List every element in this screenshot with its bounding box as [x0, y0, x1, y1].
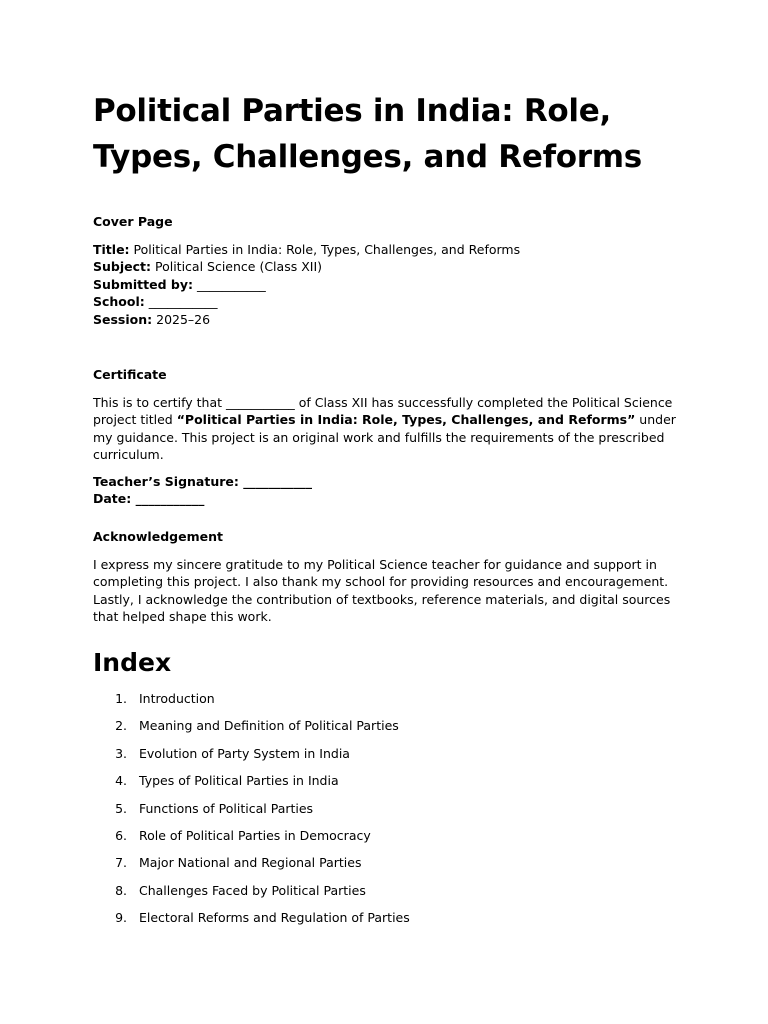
list-item-label: Role of Political Parties in Democracy: [139, 827, 371, 843]
certificate-project-title: “Political Parties in India: Role, Types, Challenges, and Reforms”: [176, 412, 636, 427]
cover-submitted-label: Submitted by:: [93, 276, 193, 292]
list-item-number: 9.: [115, 910, 127, 926]
certificate-paragraph: [93, 394, 678, 464]
cover-school-value: ___________: [148, 294, 218, 309]
list-item-number: 3.: [115, 745, 127, 761]
acknowledgement-paragraph: I express my sincere gratitude to my Political Science teacher for guidance and support in completing this project. I also thank my school for providing resources and encouragement. Lastly, I acknowledge the contribution of textbooks, reference materials, and digital sources that helped shape this work.: [93, 556, 671, 624]
date-line: Date: ___________: [93, 491, 205, 506]
cover-page-heading: Cover Page: [93, 214, 173, 229]
list-item-number: 5.: [115, 800, 127, 816]
list-item-number: 6.: [115, 827, 127, 843]
list-item: [93, 882, 678, 909]
cover-submitted-value: ___________: [196, 276, 266, 292]
list-item-label: Types of Political Parties in India: [139, 773, 339, 789]
list-item: [93, 717, 678, 744]
acknowledgement-heading: Acknowledgement: [93, 529, 223, 544]
list-item: [93, 745, 678, 772]
list-item-number: 4.: [115, 773, 127, 789]
cover-subject-label: Subject:: [93, 259, 151, 274]
list-item-number: 2.: [115, 718, 127, 734]
cover-title-row: [93, 241, 678, 259]
list-item-label: Meaning and Definition of Political Parties: [139, 718, 399, 734]
index-list: [93, 690, 678, 937]
cover-page-section: [93, 213, 678, 328]
certificate-section: [93, 366, 678, 508]
cover-submitted-row: [93, 276, 678, 294]
list-item: [93, 690, 678, 717]
list-item: [93, 772, 678, 799]
acknowledgement-section: [93, 528, 678, 626]
list-item-label: Major National and Regional Parties: [139, 855, 362, 871]
list-item-label: Challenges Faced by Political Parties: [139, 882, 366, 898]
certificate-text-after: under my guidance. This project is an original work and fulfills the requirements of the prescribed curriculum.: [93, 412, 676, 462]
list-item-label: Evolution of Party System in India: [139, 745, 350, 761]
list-item-label: Functions of Political Parties: [139, 800, 314, 816]
list-item: [93, 800, 678, 827]
cover-subject-value: Political Science (Class XII): [154, 259, 323, 274]
index-heading: Index: [93, 648, 172, 677]
list-item-number: 1.: [115, 691, 127, 706]
teacher-signature-line: Teacher’s Signature: ___________: [93, 473, 312, 489]
cover-session-row: [93, 311, 678, 329]
list-item: [93, 854, 678, 881]
list-item-number: 8.: [115, 882, 127, 898]
cover-school-row: [93, 293, 678, 311]
cover-session-label: Session:: [93, 311, 153, 327]
list-item-number: 7.: [115, 855, 127, 871]
cover-school-label: School:: [93, 294, 145, 309]
document-title: Political Parties in India: Role, Types, Challenges, and Reforms: [93, 93, 642, 175]
certificate-text-before: This is to certify that ___________ of Class XII has successfully completed the Political Science project titled: [93, 394, 673, 427]
cover-title-value: Political Parties in India: Role, Types, Challenges, and Reforms: [133, 241, 521, 257]
list-item-label: Introduction: [139, 691, 215, 706]
cover-session-value: 2025–26: [156, 311, 211, 327]
list-item: [93, 909, 678, 936]
cover-title-label: Title:: [93, 241, 130, 257]
list-item-label: Electoral Reforms and Regulation of Parties: [139, 910, 410, 926]
list-item: [93, 827, 678, 854]
cover-subject-row: [93, 258, 678, 276]
certificate-heading: Certificate: [93, 367, 167, 382]
